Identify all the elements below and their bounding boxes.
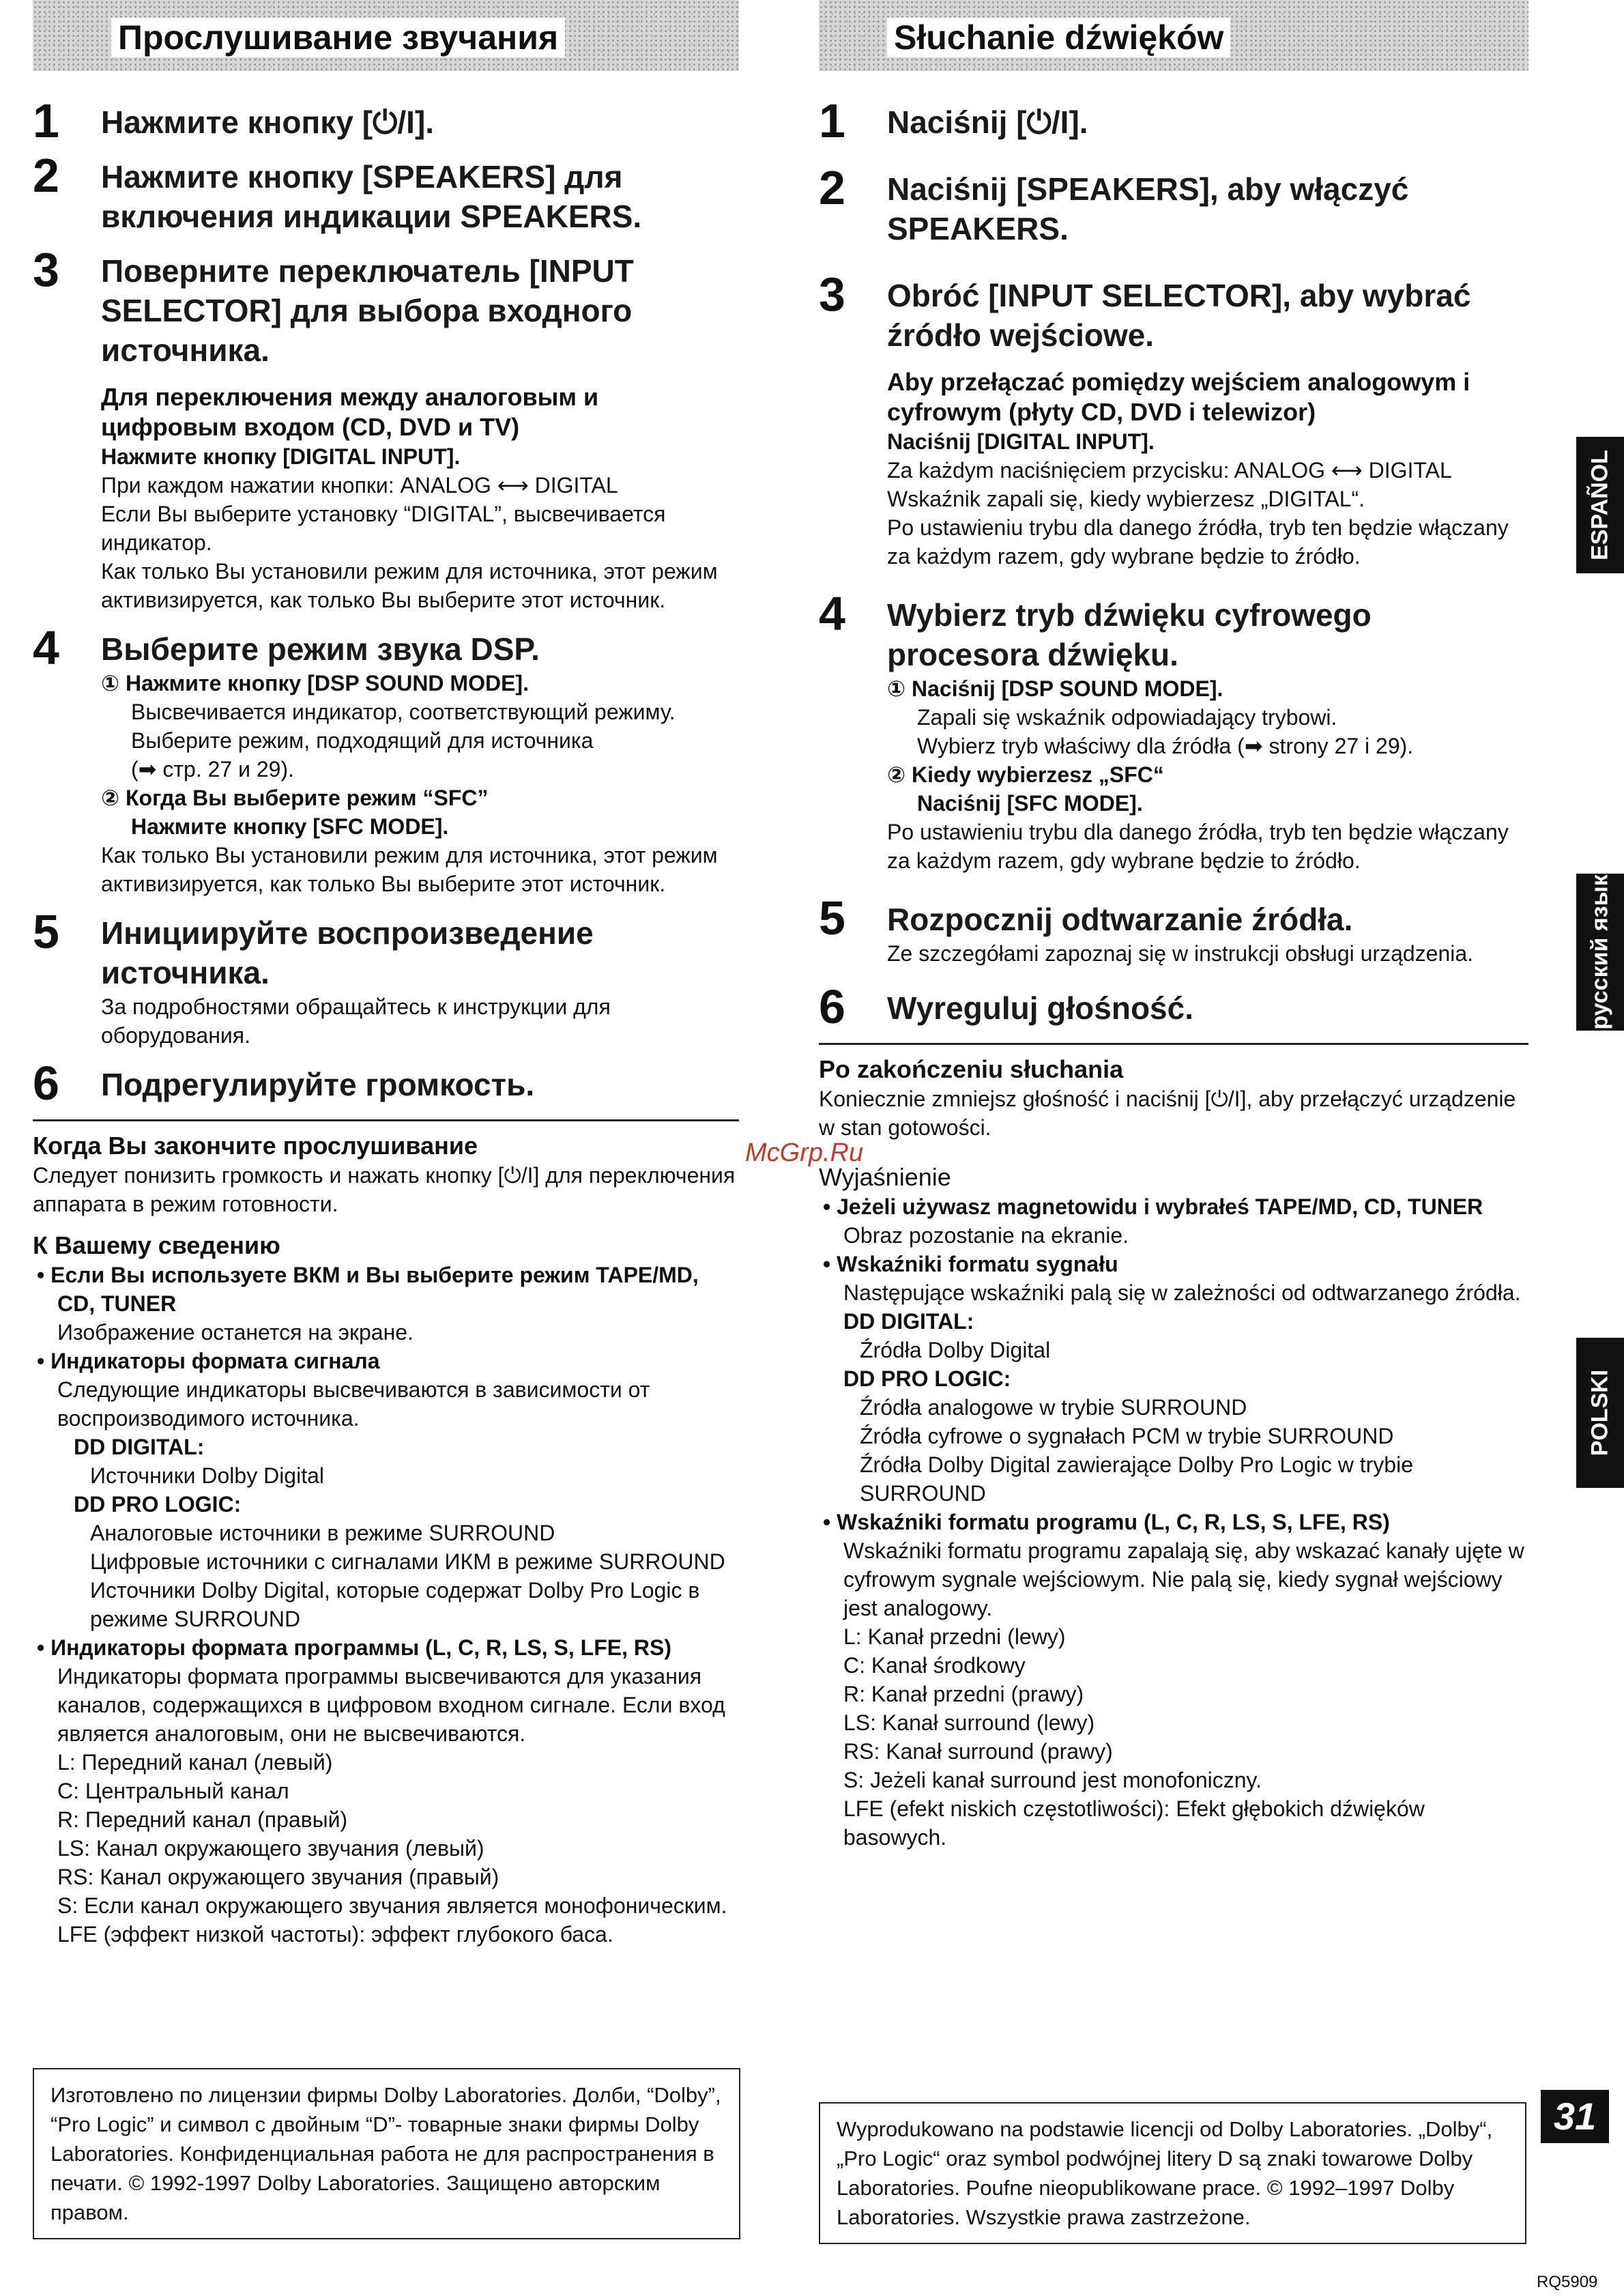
pl-channel-item: LS: Kanał surround (lewy) xyxy=(843,1710,1095,1735)
document-code: RQ5909 xyxy=(1537,2273,1598,2291)
pl-info-heading: Wyjaśnienie xyxy=(819,1163,951,1191)
pl-dd-text: Źródła analogowe w trybie SURROUND xyxy=(860,1395,1247,1420)
pl-dd-label: PRO LOGIC: xyxy=(881,1366,1011,1391)
pl-step-text: Po ustawieniu trybu dla danego źródła, tryb ten będzie włączany za każdym razem, gdy wybrane będzie to źródło. xyxy=(887,820,1509,873)
tab-label: POLSKI xyxy=(1586,1369,1613,1456)
ru-bullet-title: Индикаторы формата программы (L, C, R, LS, S, LFE, RS) xyxy=(50,1635,671,1660)
ru-step-text: Высвечивается индикатор, соответствующий режиму. xyxy=(131,700,676,724)
ru-dd-prologic xyxy=(33,1490,739,1519)
pl-bullet-title: Wskaźniki formatu programu (L, C, R, LS, S, LFE, RS) xyxy=(837,1510,1390,1534)
pl-step-text: Wskaźnik zapali się, kiedy wybierzesz „DIGITAL“. xyxy=(887,487,1365,511)
ru-step-title: Выберите режим звука DSP. xyxy=(101,631,540,667)
ru-page-title: Прослушивание звучания xyxy=(111,18,565,57)
pl-step-instruction: ① Naciśnij [DSP SOUND MODE]. xyxy=(887,676,1223,701)
ru-step-1 xyxy=(33,94,739,147)
ru-dd-label: PRO LOGIC: xyxy=(111,1492,242,1517)
pl-header-band xyxy=(819,0,1528,71)
ru-step-2 xyxy=(33,149,739,236)
pl-divider xyxy=(819,1043,1528,1045)
pl-channel-item: L: Kanał przedni (lewy) xyxy=(843,1624,1066,1649)
pl-steps xyxy=(819,94,1528,1852)
pl-bullet-text: Wskaźniki formatu programu zapalają się, aby wskazać kanały ujęte w cyfrowym sygnale wejściowym. Nie palą się, kiedy sygnał wejściowy jest analogowy. xyxy=(843,1538,1524,1620)
dolby-dd-icon: DD xyxy=(843,1366,875,1391)
ru-license-box xyxy=(33,2068,740,2239)
pl-step-instruction: Naciśnij [DIGITAL INPUT]. xyxy=(887,429,1155,454)
ru-channel-item: RS: Канал окружающего звучания (правый) xyxy=(57,1865,499,1889)
pl-bullet-title: Jeżeli używasz magnetowidu i wybrałeś TAPE/MD, CD, TUNER xyxy=(837,1194,1483,1219)
ru-channel-item: R: Передний канал (правый) xyxy=(57,1807,348,1832)
pl-step-title: Naciśnij [SPEAKERS], aby włączyć SPEAKERS. xyxy=(887,171,1409,246)
ru-step-text: Как только Вы установили режим для источника, этот режим активизируется, как только Вы выберите этот источник. xyxy=(101,559,718,612)
page-number: 31 xyxy=(1541,2090,1609,2143)
pl-step-5 xyxy=(819,891,1528,968)
ru-step-title: Нажмите кнопку [SPEAKERS] для включения индикации SPEAKERS. xyxy=(101,159,642,234)
ru-dd-text: Источники Dolby Digital, которые содержат Dolby Pro Logic в режиме SURROUND xyxy=(90,1578,700,1631)
ru-channel-item: L: Передний канал (левый) xyxy=(57,1750,333,1775)
ru-step-text: За подробностями обращайтесь к инструкции для оборудования. xyxy=(101,994,611,1048)
ru-bullet-program: • Индикаторы формата программы (L, C, R, LS, S, LFE, RS) xyxy=(37,1635,671,1660)
ru-channel-item: LS: Канал окружающего звучания (левый) xyxy=(57,1836,484,1861)
pl-step-title: Rozpocznij odtwarzanie źródła. xyxy=(887,902,1353,937)
ru-step-instruction: ② Когда Вы выберите режим “SFC” xyxy=(101,786,489,810)
ru-step-text: При каждом нажатии кнопки: ANALOG ⟷ DIGITAL xyxy=(101,473,618,498)
pl-step-number: 3 xyxy=(819,268,845,321)
ru-step-6 xyxy=(33,1057,739,1110)
pl-step-1 xyxy=(819,94,1528,147)
tab-label: русский язык xyxy=(1586,874,1613,1030)
pl-dd-text: Źródła cyfrowe o sygnałach PCM w trybie SURROUND xyxy=(860,1424,1394,1448)
ru-step-text: Как только Вы установили режим для источника, этот режим активизируется, как только Вы выберите этот источник. xyxy=(101,843,718,896)
ru-step-subheading: Для переключения между аналоговым и цифровым входом (CD, DVD и TV) xyxy=(101,383,599,441)
ru-step-text: Выберите режим, подходящий для источника xyxy=(131,728,594,753)
pl-step-title: Obróć [INPUT SELECTOR], aby wybrać źródło wejściowe. xyxy=(887,278,1471,353)
pl-channel-item: R: Kanał przedni (prawy) xyxy=(843,1682,1084,1706)
ru-step-title: Подрегулируйте громкость. xyxy=(101,1067,535,1102)
ru-info-heading: К Вашему сведению xyxy=(33,1231,280,1259)
ru-finish-heading: Когда Вы закончите прослушивание xyxy=(33,1132,478,1160)
pl-step-instruction: Naciśnij [SFC MODE]. xyxy=(917,791,1143,816)
ru-bullet-text: Следующие индикаторы высвечиваются в зависимости от воспроизводимого источника. xyxy=(57,1377,650,1431)
pl-channel-item: C: Kanał środkowy xyxy=(843,1653,1026,1678)
ru-step-number: 2 xyxy=(33,149,59,202)
ru-step-3 xyxy=(33,243,739,614)
pl-step-subheading: Aby przełączać pomiędzy wejściem analogowym i cyfrowym (płyty CD, DVD i telewizor) xyxy=(887,368,1470,426)
pl-step-number: 4 xyxy=(819,587,845,640)
pl-dd-digital xyxy=(819,1307,1528,1336)
pl-step-6 xyxy=(819,980,1528,1033)
pl-finish-text: Koniecznie zmniejsz głośność i naciśnij [⏻/I], aby przełączyć urządzenie w stan gotowości. xyxy=(819,1087,1516,1140)
tab-label: ESPAÑOL xyxy=(1586,450,1613,560)
pl-bullet-program: • Wskaźniki formatu programu (L, C, R, LS, S, LFE, RS) xyxy=(823,1510,1390,1534)
ru-bullet-signal: • Индикаторы формата сигнала xyxy=(37,1349,380,1373)
pl-channel-item: S: Jeżeli kanał surround jest monofoniczny. xyxy=(843,1768,1262,1792)
ru-bullet-text: Индикаторы формата программы высвечиваются для указания каналов, содержащихся в цифровом входном сигнале. Если вход является аналоговым, они не высвечиваются. xyxy=(57,1664,725,1746)
ru-step-text: (➡ стр. 27 и 29). xyxy=(131,757,294,781)
pl-page-title: Słuchanie dźwięków xyxy=(887,18,1230,57)
pl-step-text: Wybierz tryb właściwy dla źródła (➡ strony 27 i 29). xyxy=(917,734,1414,758)
ru-step-number: 4 xyxy=(33,621,59,674)
ru-step-instruction: Нажмите кнопку [DIGITAL INPUT]. xyxy=(101,444,461,469)
pl-step-text: Za każdym naciśnięciem przycisku: ANALOG ⟷ DIGITAL xyxy=(887,458,1452,483)
pl-step-number: 6 xyxy=(819,980,845,1033)
ru-channel-item: C: Центральный канал xyxy=(57,1779,289,1803)
pl-channel-item: RS: Kanał surround (prawy) xyxy=(843,1739,1113,1764)
ru-dd-label: DIGITAL: xyxy=(111,1435,205,1459)
ru-step-text: Если Вы выберите установку “DIGITAL”, высвечивается индикатор. xyxy=(101,502,666,555)
tab-polski xyxy=(1576,1338,1624,1488)
watermark: McGrp.Ru xyxy=(745,1138,864,1167)
ru-channel-item: S: Если канал окружающего звучания является монофоническим. xyxy=(57,1893,727,1918)
ru-finish-text: Следует понизить громкость и нажать кнопку [⏻/I] для переключения аппарата в режим готовности. xyxy=(33,1163,736,1216)
pl-dd-text: Źródła Dolby Digital zawierające Dolby Pro Logic w trybie SURROUND xyxy=(860,1452,1413,1506)
pl-channel-item: LFE (efekt niskich częstotliwości): Efekt głębokich dźwięków basowych. xyxy=(843,1796,1425,1850)
pl-step-title: Wybierz tryb dźwięku cyfrowego procesora dźwięku. xyxy=(887,597,1372,672)
ru-bullet-vcr: • Если Вы используете ВКМ и Вы выберите режим TAPE/MD, CD, TUNER xyxy=(37,1263,699,1316)
pl-license-box xyxy=(819,2102,1526,2244)
ru-step-number: 1 xyxy=(33,94,59,147)
ru-dd-text: Цифровые источники с сигналами ИКМ в режиме SURROUND xyxy=(90,1549,725,1574)
ru-step-number: 5 xyxy=(33,905,59,958)
ru-bullet-title: Если Вы используете ВКМ и Вы выберите режим TAPE/MD, CD, TUNER xyxy=(50,1263,699,1316)
tab-espanol xyxy=(1576,437,1624,573)
ru-license-text: Изготовлено по лицензии фирмы Dolby Laboratories. Долби, “Dolby”, “Pro Logic” и символ с двойным “D”- товарные знаки фирмы Dolby Laboratories. Конфиденциальная работа не для распространения в печати. © 1992-1997 Dolby Laboratories. Защищено авторским правом. xyxy=(50,2083,721,2224)
pl-dd-text: Źródła Dolby Digital xyxy=(860,1338,1051,1362)
pl-step-3 xyxy=(819,268,1528,571)
pl-dd-prologic xyxy=(819,1364,1528,1393)
ru-step-title: Нажмите кнопку [⏻/I]. xyxy=(101,104,435,140)
ru-step-4 xyxy=(33,621,739,898)
pl-bullet-text: Obraz pozostanie na ekranie. xyxy=(843,1223,1129,1248)
ru-step-number: 6 xyxy=(33,1057,59,1110)
ru-steps xyxy=(33,94,739,1949)
ru-channel-item: LFE (эффект низкой частоты): эффект глубокого баса. xyxy=(57,1922,613,1947)
ru-bullet-title: Индикаторы формата сигнала xyxy=(50,1349,380,1373)
dolby-dd-icon: DD xyxy=(843,1309,875,1334)
dolby-dd-icon: DD xyxy=(74,1435,106,1459)
pl-license-text: Wyprodukowano na podstawie licencji od Dolby Laboratories. „Dolby“, „Pro Logic“ oraz symbol podwójnej litery D są znaki towarowe Dolby Laboratories. Poufne nieopublikowane prace. © 1992–1997 Dolby Laboratories. Wszystkie prawa zastrzeżone. xyxy=(837,2117,1493,2229)
pl-finish-heading: Po zakończeniu słuchania xyxy=(819,1055,1124,1083)
pl-step-title: Wyreguluj głośność. xyxy=(887,990,1193,1026)
ru-step-instruction: ① Нажмите кнопку [DSP SOUND MODE]. xyxy=(101,671,529,695)
pl-step-text: Zapali się wskaźnik odpowiadający trybowi. xyxy=(917,705,1337,730)
pl-step-4 xyxy=(819,587,1528,875)
ru-step-instruction: Нажмите кнопку [SFC MODE]. xyxy=(131,814,449,839)
ru-step-title: Поверните переключатель [INPUT SELECTOR] для выбора входного источника. xyxy=(101,253,634,368)
pl-bullet-text: Następujące wskaźniki palą się w zależności od odtwarzanego źródła. xyxy=(843,1280,1521,1305)
pl-step-text: Ze szczegółami zapoznaj się w instrukcji obsługi urządzenia. xyxy=(887,941,1474,966)
pl-bullet-vcr: • Jeżeli używasz magnetowidu i wybrałeś TAPE/MD, CD, TUNER xyxy=(823,1194,1483,1219)
pl-step-title: Naciśnij [⏻/I]. xyxy=(887,104,1088,140)
dolby-dd-icon: DD xyxy=(74,1492,106,1517)
pl-bullet-title: Wskaźniki formatu sygnału xyxy=(837,1252,1118,1276)
pl-step-number: 1 xyxy=(819,94,845,147)
pl-dd-label: DIGITAL: xyxy=(881,1309,974,1334)
ru-step-number: 3 xyxy=(33,243,59,296)
ru-step-title: Инициируйте воспроизведение источника. xyxy=(101,915,594,990)
pl-bullet-signal: • Wskaźniki formatu sygnału xyxy=(823,1252,1118,1276)
ru-dd-digital xyxy=(33,1433,739,1461)
ru-header-band xyxy=(33,0,739,71)
pl-step-text: Po ustawieniu trybu dla danego źródła, tryb ten będzie włączany za każdym razem, gdy wybrane będzie to źródło. xyxy=(887,515,1509,569)
ru-bullet-text: Изображение останется на экране. xyxy=(57,1320,414,1345)
ru-divider xyxy=(33,1119,739,1121)
ru-dd-text: Источники Dolby Digital xyxy=(90,1463,324,1488)
pl-step-number: 5 xyxy=(819,891,845,945)
pl-step-instruction: ② Kiedy wybierzesz „SFC“ xyxy=(887,762,1164,787)
pl-step-number: 2 xyxy=(819,161,845,214)
ru-step-5 xyxy=(33,905,739,1050)
pl-step-2 xyxy=(819,161,1528,248)
tab-russian xyxy=(1576,874,1624,1031)
ru-dd-text: Аналоговые источники в режиме SURROUND xyxy=(90,1521,555,1545)
